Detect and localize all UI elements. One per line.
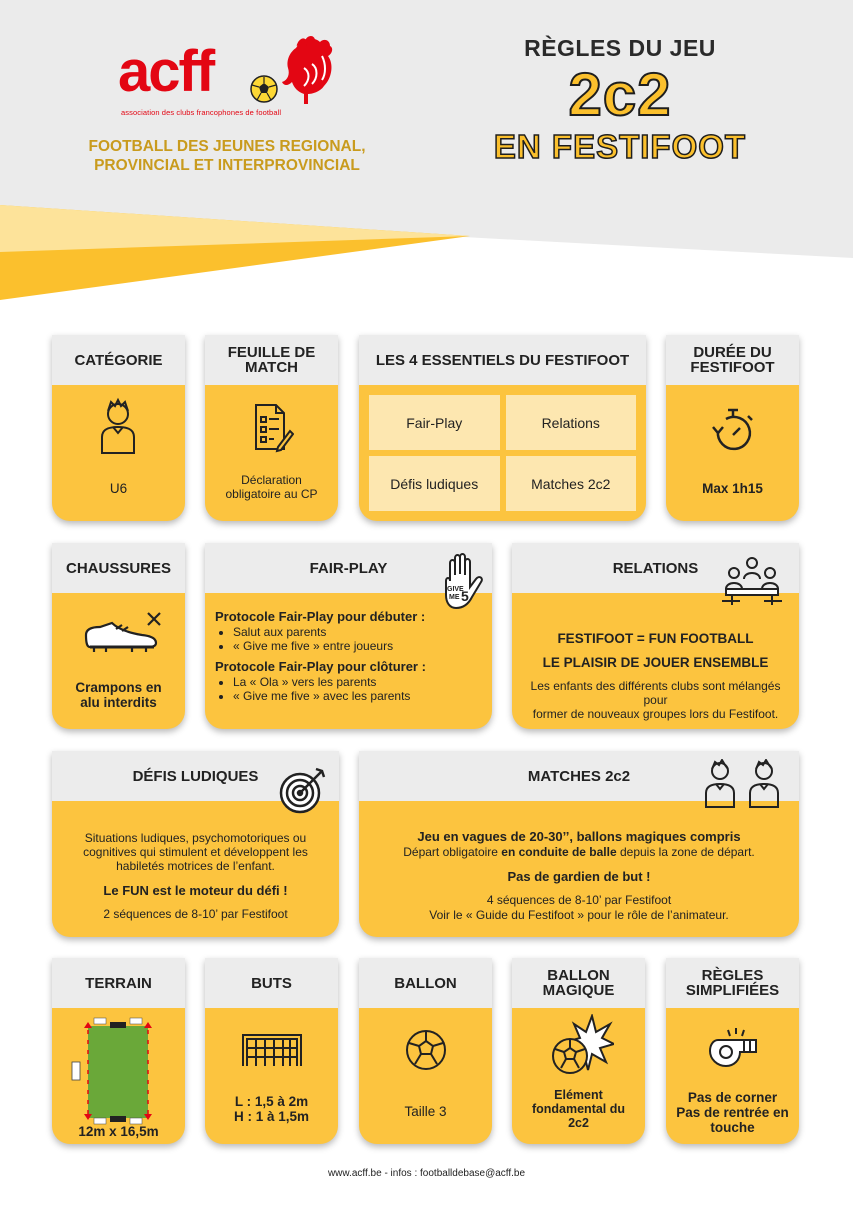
relations-text bbox=[518, 679, 793, 721]
regles-value bbox=[670, 1090, 795, 1135]
title-line-2: MATCH bbox=[244, 359, 299, 376]
protocol-start-list bbox=[233, 625, 484, 653]
text-line-1: Les enfants des différents clubs sont mélangés pour bbox=[530, 679, 781, 707]
defis-description bbox=[58, 831, 333, 873]
target-icon bbox=[278, 765, 328, 815]
text-part: depuis la zone de départ. bbox=[616, 845, 755, 859]
value-line-3: 2c2 bbox=[568, 1116, 589, 1130]
football-boot-icon bbox=[82, 609, 166, 655]
title-line-2: 2c2 bbox=[568, 61, 672, 128]
card-title: CATÉGORIE bbox=[52, 335, 185, 385]
subtitle-line-2: PROVINCIAL ET INTERPROVINCIAL bbox=[94, 157, 360, 174]
card-title: FAIR-PLAY bbox=[205, 543, 492, 593]
value-line-1: Crampons en bbox=[75, 680, 162, 695]
value-line-3: touche bbox=[710, 1120, 755, 1135]
text-line-3: habiletés motrices de l’enfant. bbox=[116, 859, 275, 873]
hand-text-line-2: ME bbox=[449, 594, 460, 601]
card-chaussures bbox=[52, 543, 185, 729]
value-line-1: Elément bbox=[554, 1088, 603, 1102]
value-line-2: Pas de rentrée en bbox=[676, 1105, 789, 1120]
subtitle-line-1: FOOTBALL DES JEUNES REGIONAL, bbox=[88, 138, 366, 155]
card-title: TERRAIN bbox=[52, 958, 185, 1008]
list-item: • « Give me five » avec les parents bbox=[233, 689, 484, 703]
categorie-value: U6 bbox=[109, 481, 128, 496]
essentiels-grid bbox=[369, 395, 636, 511]
terrain-value: 12m x 16,5m bbox=[78, 1124, 159, 1139]
child-icon bbox=[97, 397, 139, 455]
card-defis-ludiques bbox=[52, 751, 339, 937]
title-line-1: RÈGLES bbox=[701, 967, 764, 984]
card-title bbox=[666, 335, 799, 385]
card-duree bbox=[666, 335, 799, 521]
goal-net-icon bbox=[240, 1032, 304, 1068]
logo-text: acff bbox=[118, 39, 214, 104]
ballon-value: Taille 3 bbox=[404, 1104, 447, 1119]
value-line-2: H : 1 à 1,5m bbox=[233, 1109, 310, 1124]
value-line-1: Pas de corner bbox=[687, 1090, 778, 1105]
protocol-start-heading: Protocole Fair-Play pour débuter : bbox=[215, 609, 426, 624]
essentiel-item: Matches 2c2 bbox=[506, 456, 637, 511]
value-line-2: fondamental du bbox=[531, 1102, 626, 1116]
list-item: • Salut aux parents bbox=[233, 625, 484, 639]
card-categorie bbox=[52, 335, 185, 521]
matches-bold-2: Pas de gardien de but ! bbox=[507, 869, 651, 884]
essentiel-item: Fair-Play bbox=[369, 395, 500, 450]
card-matches-2c2 bbox=[359, 751, 799, 937]
title-line-1: FEUILLE DE bbox=[227, 344, 316, 361]
list-item: • La « Ola » vers les parents bbox=[233, 675, 484, 689]
matches-bold-1: Jeu en vagues de 20-30’’, ballons magiques compris bbox=[417, 829, 741, 844]
card-relations bbox=[512, 543, 799, 729]
card-title: LES 4 ESSENTIELS DU FESTIFOOT bbox=[359, 335, 646, 385]
card-title: DÉFIS LUDIQUES bbox=[52, 751, 339, 801]
value-line-2: obligatoire au CP bbox=[225, 487, 318, 501]
value-line-2: alu interdits bbox=[80, 695, 157, 710]
text-part: Départ obligatoire bbox=[403, 845, 502, 859]
value-line-1: Déclaration bbox=[241, 473, 302, 487]
title-line-1: BALLON bbox=[547, 967, 610, 984]
hand-text-five: 5 bbox=[461, 588, 469, 604]
pitch-icon bbox=[70, 1016, 170, 1126]
relations-line-1: FESTIFOOT = FUN FOOTBALL bbox=[557, 631, 754, 646]
card-buts bbox=[205, 958, 338, 1144]
card-title: MATCHES 2c2 bbox=[359, 751, 799, 801]
defis-bold: Le FUN est le moteur du défi ! bbox=[103, 883, 288, 898]
logo-ball-icon bbox=[249, 74, 279, 104]
title-line-1: RÈGLES DU JEU bbox=[524, 35, 716, 61]
matches-line-4: Voir le « Guide du Festifoot » pour le rôle de l’animateur. bbox=[429, 908, 729, 922]
card-ballon bbox=[359, 958, 492, 1144]
card-title bbox=[666, 958, 799, 1008]
card-feuille-de-match bbox=[205, 335, 338, 521]
matches-line-3: 4 séquences de 8-10’ par Festifoot bbox=[486, 893, 672, 907]
document-icon bbox=[252, 403, 294, 453]
card-title: CHAUSSURES bbox=[52, 543, 185, 593]
matches-line-2 bbox=[365, 845, 793, 859]
text-line-2: former de nouveaux groupes lors du Festifoot. bbox=[532, 707, 779, 721]
card-ballon-magique bbox=[512, 958, 645, 1144]
text-line-2: cognitives qui stimulent et développent les bbox=[83, 845, 308, 859]
protocol-end-list bbox=[233, 675, 484, 703]
title-line-2: FESTIFOOT bbox=[690, 359, 775, 376]
fair-play-text bbox=[215, 609, 484, 709]
header-subtitle bbox=[70, 137, 384, 175]
card-fair-play bbox=[205, 543, 492, 729]
value-line-1: L : 1,5 à 2m bbox=[234, 1094, 309, 1109]
hand-text-line-1: GIVE bbox=[447, 586, 464, 593]
card-title bbox=[205, 335, 338, 385]
card-title: BALLON bbox=[359, 958, 492, 1008]
ball-icon bbox=[404, 1028, 448, 1072]
give-me-five-hand-icon bbox=[442, 553, 488, 611]
group-table-icon bbox=[720, 557, 784, 607]
two-players-icon bbox=[703, 759, 783, 809]
text-part-bold: en conduite de balle bbox=[501, 845, 617, 859]
relations-line-2: LE PLAISIR DE JOUER ENSEMBLE bbox=[542, 655, 769, 670]
card-title: RELATIONS bbox=[512, 543, 799, 593]
card-4-essentiels bbox=[359, 335, 646, 521]
text-line-1: Situations ludiques, psychomotoriques ou bbox=[84, 831, 307, 845]
whistle-icon bbox=[706, 1026, 762, 1070]
buts-value bbox=[209, 1094, 334, 1124]
title-line-3: EN FESTIFOOT bbox=[493, 128, 747, 165]
chaussures-value bbox=[56, 680, 181, 710]
list-item: • « Give me five » entre joueurs bbox=[233, 639, 484, 653]
feuille-value bbox=[209, 473, 334, 501]
card-title bbox=[512, 958, 645, 1008]
protocol-end-heading: Protocole Fair-Play pour clôturer : bbox=[215, 659, 426, 674]
card-terrain bbox=[52, 958, 185, 1144]
stopwatch-icon bbox=[710, 407, 756, 455]
magique-value bbox=[516, 1088, 641, 1130]
defis-sequences: 2 séquences de 8-10’ par Festifoot bbox=[103, 907, 288, 921]
essentiel-item: Défis ludiques bbox=[369, 456, 500, 511]
title-line-1: DURÉE DU bbox=[693, 344, 772, 361]
acff-logo bbox=[118, 34, 338, 124]
title-line-2: MAGIQUE bbox=[542, 982, 615, 999]
card-regles-simplifiees bbox=[666, 958, 799, 1144]
title-line-2: SIMPLIFIÉES bbox=[685, 982, 780, 999]
duree-value: Max 1h15 bbox=[702, 481, 763, 496]
logo-subtitle: association des clubs francophones de football bbox=[121, 108, 282, 117]
footer-contact: www.acff.be - infos : footballdebase@acff.be bbox=[327, 1168, 526, 1179]
essentiel-item: Relations bbox=[506, 395, 637, 450]
card-title: BUTS bbox=[205, 958, 338, 1008]
page-title bbox=[470, 34, 770, 166]
